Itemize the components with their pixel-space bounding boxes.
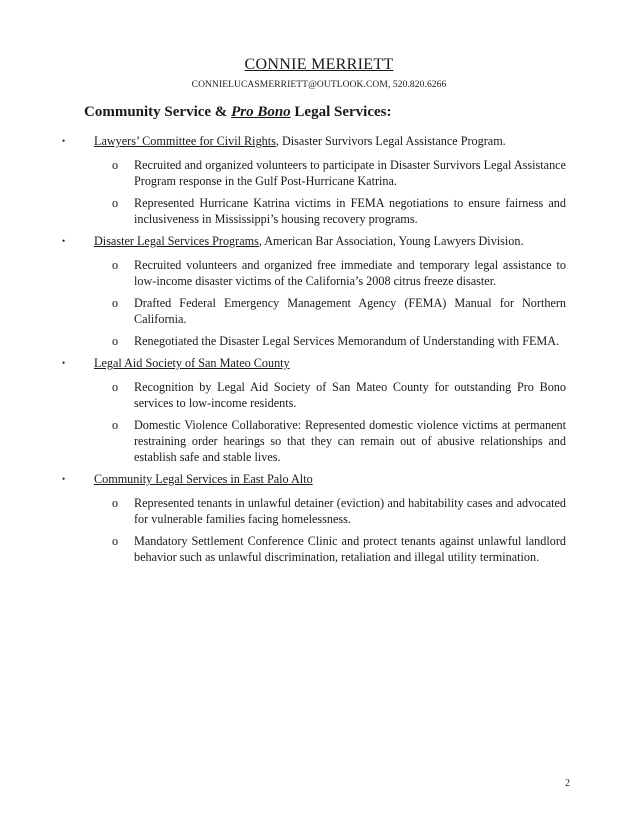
list-item xyxy=(112,417,566,465)
list-item xyxy=(112,495,566,527)
org-entry xyxy=(62,133,566,149)
org-text xyxy=(94,355,290,371)
section-title xyxy=(84,104,391,121)
sub-bullet-icon: o xyxy=(112,258,119,272)
list-item xyxy=(112,379,566,411)
org-entry xyxy=(62,233,566,249)
org-text xyxy=(94,471,313,487)
org-name: Community Legal Services in East Palo Alto xyxy=(94,472,313,486)
org-block xyxy=(62,133,566,227)
org-detail: , Disaster Survivors Legal Assistance Program. xyxy=(275,134,506,148)
contact-line: CONNIELUCASMERRIETT@OUTLOOK.COM, 520.820.6266 xyxy=(191,80,447,90)
list-item xyxy=(112,195,566,227)
org-block xyxy=(62,471,566,565)
sub-bullet-icon: o xyxy=(112,534,119,548)
bullet-icon: • xyxy=(62,136,66,146)
list-item xyxy=(112,533,566,565)
org-block xyxy=(62,233,566,349)
bullet-icon: • xyxy=(62,474,66,484)
org-text xyxy=(94,133,506,149)
org-text xyxy=(94,233,524,249)
bullet-icon: • xyxy=(62,236,66,246)
sub-bullet-icon: o xyxy=(112,380,119,394)
list-item xyxy=(112,295,566,327)
sub-bullet-icon: o xyxy=(112,296,119,310)
list-item-text: Renegotiated the Disaster Legal Services Memorandum of Understanding with FEMA. xyxy=(134,334,560,348)
sub-bullet-icon: o xyxy=(112,418,119,432)
org-block xyxy=(62,355,566,465)
org-name: Lawyers’ Committee for Civil Rights xyxy=(94,134,276,148)
list-item xyxy=(112,333,566,349)
section-title-before: Community Service & xyxy=(84,104,232,120)
org-name: Disaster Legal Services Programs xyxy=(94,234,259,248)
list-item-text: Recruited and organized volunteers to participate in Disaster Survivors Legal Assistance Program response in the Gulf Post-Hurricane Katrina. xyxy=(134,158,566,188)
list-item-text: Domestic Violence Collaborative: Represented domestic violence victims at permanent restraining order hearings so that they can remain out of abusive relationships and establish safe and stable lives. xyxy=(134,418,566,464)
sub-bullet-icon: o xyxy=(112,496,119,510)
org-detail: , American Bar Association, Young Lawyers Division. xyxy=(258,234,524,248)
org-entry xyxy=(62,471,566,487)
sub-bullet-icon: o xyxy=(112,158,119,172)
sub-bullet-icon: o xyxy=(112,334,119,348)
list-item-text: Recruited volunteers and organized free immediate and temporary legal assistance to low-income disaster victims of the California’s 2008 citrus freeze disaster. xyxy=(134,258,566,288)
section-content xyxy=(62,133,566,571)
resume-name: CONNIE MERRIETT xyxy=(244,56,394,73)
sub-bullet-icon: o xyxy=(112,196,119,210)
list-item xyxy=(112,157,566,189)
list-item-text: Drafted Federal Emergency Management Agency (FEMA) Manual for Northern California. xyxy=(134,296,566,326)
org-name: Legal Aid Society of San Mateo County xyxy=(94,356,290,370)
list-item-text: Recognition by Legal Aid Society of San Mateo County for outstanding Pro Bono services to low-income residents. xyxy=(134,380,566,410)
section-title-pro-bono: Pro Bono xyxy=(231,104,291,120)
page-number: 2 xyxy=(565,778,570,789)
org-entry xyxy=(62,355,566,371)
list-item-text: Represented tenants in unlawful detainer (eviction) and habitability cases and advocated for vulnerable families facing homelessness. xyxy=(134,496,566,526)
bullet-icon: • xyxy=(62,358,66,368)
list-item xyxy=(112,257,566,289)
section-title-after: Legal Services: xyxy=(290,104,392,120)
list-item-text: Mandatory Settlement Conference Clinic and protect tenants against unlawful landlord behavior such as unlawful discrimination, retaliation and illegal utility termination. xyxy=(134,534,566,564)
list-item-text: Represented Hurricane Katrina victims in FEMA negotiations to ensure fairness and inclusiveness in Mississippi’s housing recovery programs. xyxy=(134,196,566,226)
